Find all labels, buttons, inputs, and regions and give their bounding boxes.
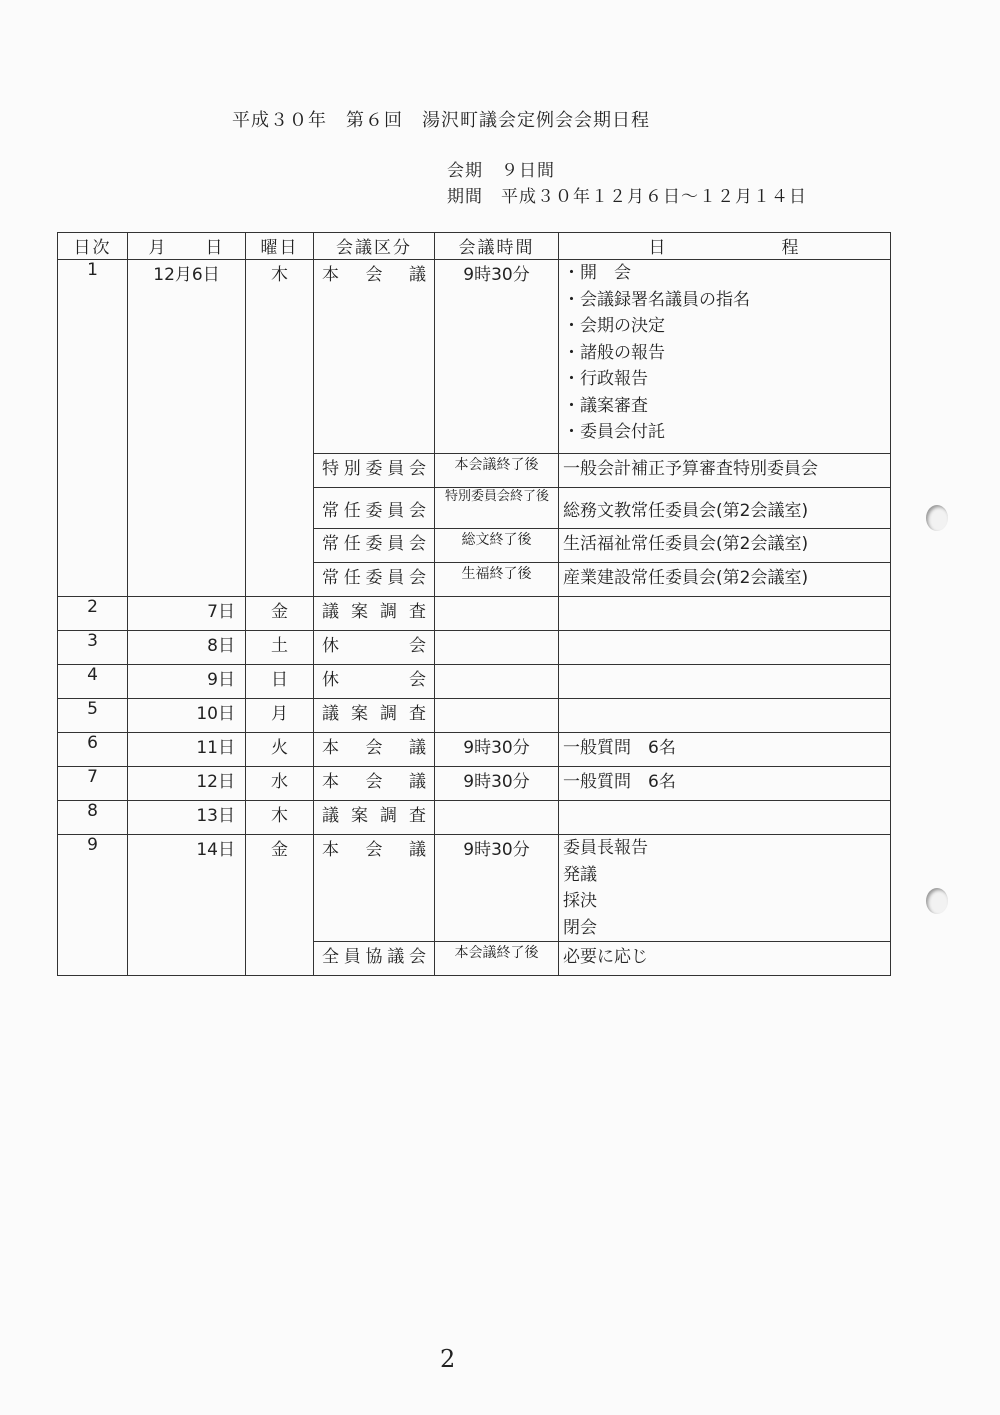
program (559, 597, 891, 631)
date: 12日 (128, 767, 246, 801)
meeting-type: 常任委員会 (314, 529, 435, 563)
schedule-table (57, 232, 891, 976)
table-row (58, 260, 891, 454)
day-number: 3 (58, 631, 128, 665)
day-number: 6 (58, 733, 128, 767)
meeting-type: 特別委員会 (314, 454, 435, 488)
header-meeting-time: 会議時間 (435, 233, 559, 260)
program-list (559, 260, 891, 454)
program-item: 委員長報告 (563, 838, 648, 858)
meeting-type: 本会議 (314, 835, 435, 942)
program-item: ・諸般の報告 (563, 342, 665, 363)
table-row (58, 699, 891, 733)
punch-hole (926, 505, 948, 531)
meeting-type: 常任委員会 (314, 488, 435, 529)
meeting-time: 総文終了後 (435, 529, 559, 563)
program: 一般会計補正予算審査特別委員会 (559, 454, 891, 488)
meeting-time: 本会議終了後 (435, 942, 559, 976)
meeting-time (435, 801, 559, 835)
meeting-type: 常任委員会 (314, 563, 435, 597)
meeting-time: 9時30分 (435, 767, 559, 801)
document-title: 平成３０年 第６回 湯沢町議会定例会会期日程 (232, 110, 650, 131)
program: 一般質問 6名 (559, 733, 891, 767)
meeting-type: 本会議 (314, 733, 435, 767)
date: 11日 (128, 733, 246, 767)
date: 13日 (128, 801, 246, 835)
day-number: 9 (58, 835, 128, 976)
table-row (58, 767, 891, 801)
meeting-time: 9時30分 (435, 835, 559, 942)
weekday: 木 (246, 260, 314, 597)
weekday: 木 (246, 801, 314, 835)
punch-hole (926, 888, 948, 914)
date: 14日 (128, 835, 246, 976)
day-number: 2 (58, 597, 128, 631)
weekday: 日 (246, 665, 314, 699)
meeting-time: 本会議終了後 (435, 454, 559, 488)
header-meeting-type: 会議区分 (314, 233, 435, 260)
date: 12月6日 (128, 260, 246, 597)
weekday: 月 (246, 699, 314, 733)
day-number: 4 (58, 665, 128, 699)
day-number: 7 (58, 767, 128, 801)
meeting-time (435, 699, 559, 733)
program: 総務文教常任委員会(第2会議室) (559, 488, 891, 529)
session-info (447, 158, 807, 210)
date: 10日 (128, 699, 246, 733)
table-row (58, 835, 891, 942)
program: 必要に応じ (559, 942, 891, 976)
program-list (559, 835, 891, 942)
meeting-time: 9時30分 (435, 260, 559, 454)
meeting-type: 本会議 (314, 260, 435, 454)
program: 生活福祉常任委員会(第2会議室) (559, 529, 891, 563)
program-item: ・行政報告 (563, 369, 648, 389)
program: 一般質問 6名 (559, 767, 891, 801)
program-item: 発議 (563, 864, 597, 885)
weekday: 金 (246, 835, 314, 976)
header-weekday: 曜日 (246, 233, 314, 260)
session-duration: 会期 ９日間 (447, 161, 555, 181)
program-item: 採決 (563, 891, 597, 911)
meeting-type: 本会議 (314, 767, 435, 801)
day-number: 5 (58, 699, 128, 733)
meeting-time (435, 631, 559, 665)
meeting-type: 全員協議会 (314, 942, 435, 976)
meeting-type: 議案調査 (314, 597, 435, 631)
program: 産業建設常任委員会(第2会議室) (559, 563, 891, 597)
meeting-type: 議案調査 (314, 801, 435, 835)
meeting-time: 9時30分 (435, 733, 559, 767)
program-item: ・委員会付託 (563, 422, 665, 442)
program-item: ・議案審査 (563, 395, 648, 416)
date: 8日 (128, 631, 246, 665)
program-item: ・会議録署名議員の指名 (563, 289, 750, 310)
table-row (58, 631, 891, 665)
meeting-type: 休会 (314, 631, 435, 665)
program (559, 699, 891, 733)
header-program: 日 程 (559, 233, 891, 260)
header-day: 日次 (58, 233, 128, 260)
day-number: 1 (58, 260, 128, 597)
date: 7日 (128, 597, 246, 631)
meeting-time (435, 665, 559, 699)
table-row (58, 597, 891, 631)
meeting-type: 休会 (314, 665, 435, 699)
header-row (58, 233, 891, 260)
weekday: 土 (246, 631, 314, 665)
weekday: 水 (246, 767, 314, 801)
program (559, 631, 891, 665)
table-row (58, 733, 891, 767)
program-item: ・開 会 (563, 263, 631, 283)
program (559, 665, 891, 699)
program (559, 801, 891, 835)
weekday: 火 (246, 733, 314, 767)
table-row (58, 665, 891, 699)
meeting-time: 特別委員会終了後 (435, 488, 559, 529)
session-period: 期間 平成３０年１２月６日～１２月１４日 (447, 187, 807, 207)
header-date: 月 日 (128, 233, 246, 260)
page-number: 2 (440, 1345, 456, 1373)
program-item: 閉会 (563, 917, 597, 938)
weekday: 金 (246, 597, 314, 631)
table-row (58, 801, 891, 835)
program-item: ・会期の決定 (563, 316, 665, 336)
day-number: 8 (58, 801, 128, 835)
meeting-time: 生福終了後 (435, 563, 559, 597)
meeting-type: 議案調査 (314, 699, 435, 733)
meeting-time (435, 597, 559, 631)
date: 9日 (128, 665, 246, 699)
